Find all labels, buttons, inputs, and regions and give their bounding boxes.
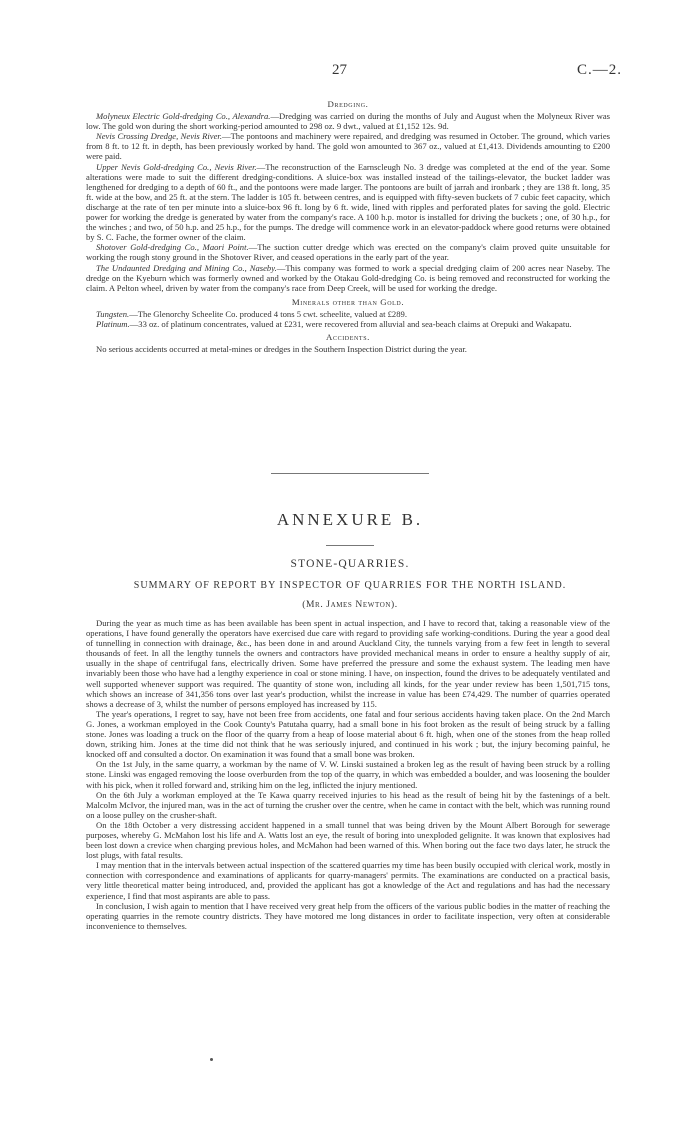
report-paragraph: On the 6th July a workman employed at the Te Kawa quarry received injuries to his head as the result of being hit by the fastenings of a belt. Malcolm McIvor, the injured man, was in the act of turning the crusher over the centre, when he came in contact with the belt, which was running round on a loose pulley on the crusher-shaft. [86,789,610,820]
title-divider [326,545,374,546]
accidents-heading: Accidents. [326,332,370,343]
paragraph-text: —The Glenorchy Scheelite Co. produced 4 tons 5 cwt. scheelite, valued at £289. [129,308,407,319]
dredging-section [86,96,610,354]
report-paragraph: The year's operations, I regret to say, have not been free from accidents, one fatal and four serious accidents having taken place. On the 2nd March G. Jones, a workman employed in the Cook County's Patutaha quarry, had a small bone in his foot broken as the result of being struck by a falling stone. Jones was loading a truck on the floor of the quarry from a heap of loose material about 6 ft. high, when one of the stones from the heap rolled down, striking him. Jones at the time did not think that he was seriously injured, and continued in his work ; but, the injury becoming painful, he knocked off and consulted a doctor. On examination it was found that a small bone was broken. [86,708,610,760]
report-paragraph: On the 18th October a very distressing accident happened in a small tunnel that was being driven by the Mount Albert Borough for sewerage purposes, whereby G. McMahon lost his life and A. Watts lost an eye, the result of boring into unexploded gelignite. It was known that explosives had been lost down a crevice when charging previous holes, and McMahon had been warned of this. When boring out the face two days later, he struck the lost plugs, with fatal results. [86,819,610,861]
dredging-paragraph [86,162,610,243]
paragraph-text: —The suction cutter dredge which was erected on the company's claim proved quite unsuitable for working the rough stony ground in the Shotover River, and ceased operations in the early part of the year. [86,242,610,263]
page-mark [210,1058,213,1061]
minerals-paragraph [86,309,610,319]
mineral-name: Platinum. [96,318,130,329]
minerals-paragraph [86,319,610,329]
paragraph-text: —33 oz. of platinum concentrates, valued at £231, were recovered from alluvial and sea-beach claims at Orepuki and Wakapatu. [129,318,572,329]
company-name: Nevis Crossing Dredge, Nevis River. [96,131,222,142]
company-name: The Undaunted Dredging and Mining Co., Naseby. [96,262,277,273]
page-number: 27 [332,62,347,78]
section-divider [271,473,429,474]
report-paragraph: During the year as much time as has been available has been spent in actual inspection, and I have to record that, taking a reasonable view of the operations, I have found generally the operators have exercised due care with regard to providing safe working-conditions. During the year a good deal of tunnelling in connection with drainage, &c., has been done in and around Auckland City, the tunnels varying from a few feet in length to several thousands of feet. In all the lengthy tunnels the owners and contractors have provided mechanical means in order to ensure a healthy supply of air, usually in the shape of centrifugal fans, electrically driven. Some have preferred the pressure and some the exhaust system. The leading men have invariably been those who have had a lengthy experience in coal or stone mining. I have, on inspection, found the drives to be adequately ventilated and well supported whenever support was required. The quantity of stone won, including all kinds, for the year under review has been 1,501,715 tons, which shows an increase of 341,356 tons over last year's production, whilst the increase in value has been £74,429. The number of quarries operated shows a decrease of 3, whilst the number of persons employed has increased by 115. [86,618,610,709]
summary-heading: SUMMARY OF REPORT BY INSPECTOR OF QUARRIES FOR THE NORTH ISLAND. [133,580,567,591]
paragraph-text: —Dredging was carried on during the months of July and August when the Molyneux River was low. The gold won during the short working-period amounted to 298 oz. 9 dwt., valued at £1,152 12s. 9d. [86,111,610,132]
dredging-paragraph [86,263,610,293]
dredging-heading: Dredging. [327,99,369,109]
paragraph-text: —The reconstruction of the Earnscleugh No. 3 dredge was completed at the end of the year. Some alterations were made to suit the different dredging-conditions. A sluice-box was installed instead of the tailings-elevator, the bucket ladder was lengthened for dredging to a depth of 60 ft., and the pontoons were made larger. The pontoons are built of jarrah and ironbark ; they are 138 ft. long, 35 ft. wide at the bow, and 25 ft. at the stern. The ladder is 105 ft. between centres, and is equipped with fifty-seven buckets of 7 cubic feet capacity, which discharge at the rate of ten per minute into a sluice-box 96 ft. long by 6 ft. wide, lined with ripples and perforated plates for saving the gold. Electric power for working the dredge is generated by water from the company's race. A 100 h.p. motor is installed for driving the buckets ; one, of 30 h.p., for the winches ; and two, of 50 h.p. and 25 h.p., for the pumps. The dredge will commence work in an elevator-paddock where good returns were obtained by S. C. Fache, the former owner of the claim. [86,161,610,243]
company-name: Molyneux Electric Gold-dredging Co., Alexandra. [96,111,271,122]
report-paragraph: On the 1st July, in the same quarry, a workman by the name of V. W. Linski sustained a broken leg as the result of having been struck by a rolling stone. Linski was engaged removing the loose overburden from the top of the quarry, in which was embedded a boulder, and was loosening the boulder with his pick, when it rolled forward and, striking him on the leg, inflicted the injury mentioned. [86,759,610,790]
dredging-paragraph [86,131,610,161]
company-name: Shotover Gold-dredging Co., Maori Point. [96,242,249,253]
mineral-name: Tungsten. [96,308,130,319]
annexure-title: ANNEXURE B. [276,510,424,529]
inspector-name: (Mr. James Newton). [302,600,398,610]
paragraph-text: —The pontoons and machinery were repaired, and dredging was resumed in October. The ground, which varies from 8 ft. to 12 ft. in depth, has been previously worked by hand. The gold won amounted to 367 oz., valued at £1,413. Dividends amounting to £200 were paid. [86,131,610,162]
dredging-paragraph [86,111,610,131]
report-paragraph: In conclusion, I wish again to mention that I have received very great help from the officers of the various public bodies in the matter of reaching the operating quarries in the remote country districts. They have motored me long distances in order to facilitate inspection, very often at considerable inconvenience to themselves. [86,900,610,931]
annexure-subtitle: STONE-QUARRIES. [290,558,410,570]
paragraph-text: —This company was formed to work a special dredging claim of 200 acres near Naseby. The dredge on the Kyeburn which was formerly owned and worked by the Otakau Gold-dredging Co. is being removed and reconstructed for working the claim. A Pelton wheel, driven by water from the company's race from Deep Creek, will be used for working the dredge. [86,262,610,293]
report-paragraph: I may mention that in the intervals between actual inspection of the scattered quarries my time has been busily occupied with clerical work, mostly in connection with correspondence and examinations of applicants for quarry-managers' permits. The examinations are conducted on a practical basis, very little theoretical matter being introduced, and, provided the applicant has got a knowledge of the Act and regulations and has had the necessary experience, I find that most aspirants are able to pass. [86,860,610,901]
company-name: Upper Nevis Gold-dredging Co., Nevis River. [96,161,257,172]
quarry-report [86,618,610,931]
dredging-paragraph [86,242,610,262]
accidents-paragraph: No serious accidents occurred at metal-mines or dredges in the Southern Inspection District during the year. [96,344,467,355]
paper-reference: C.—2. [577,62,623,78]
minerals-heading: Minerals other than Gold. [291,296,405,307]
